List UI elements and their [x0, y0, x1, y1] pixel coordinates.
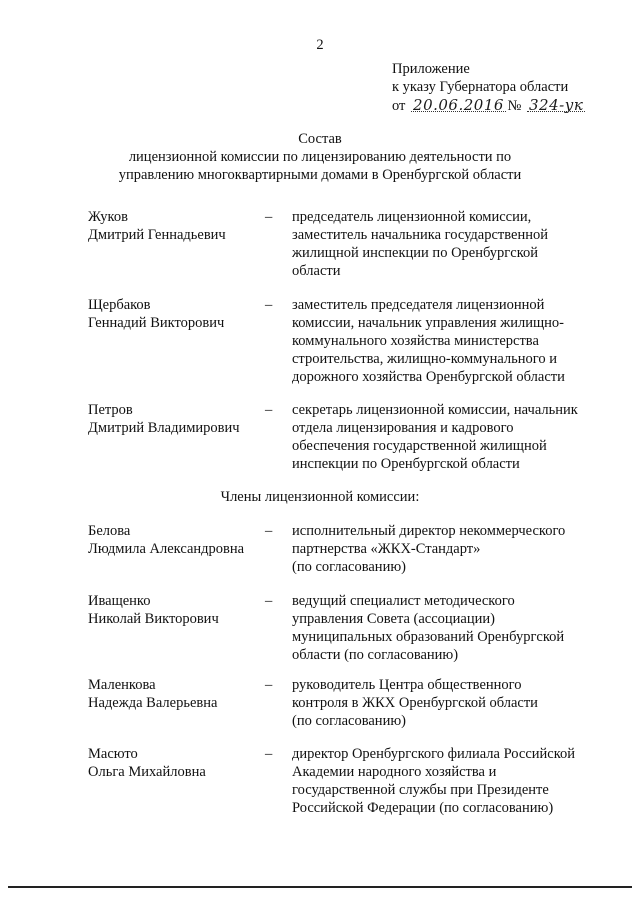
- dash-separator: –: [265, 593, 273, 609]
- person-name: [88, 522, 258, 558]
- position-line: комиссии, начальник управления жилищно-: [292, 315, 564, 331]
- person-surname: Петров: [88, 402, 133, 418]
- position-line: управления Совета (ассоциации): [292, 611, 495, 627]
- position-line: отдела лицензирования и кадрового: [292, 420, 514, 436]
- date-prefix: от: [392, 98, 406, 114]
- person-name: [88, 745, 258, 781]
- person-position: [292, 592, 592, 664]
- person-given-name: Дмитрий Владимирович: [88, 420, 240, 436]
- person-given-name: Николай Викторович: [88, 611, 219, 627]
- position-line: (по согласованию): [292, 713, 406, 729]
- handwritten-date: 20.06.2016: [413, 96, 504, 114]
- person-position: [292, 676, 592, 730]
- position-line: муниципальных образований Оренбургской: [292, 629, 565, 645]
- person-given-name: Геннадий Викторович: [88, 315, 225, 331]
- position-line: (по согласованию): [292, 559, 406, 575]
- position-line: Академии народного хозяйства и: [292, 764, 497, 780]
- title-line-3: управлению многоквартирными домами в Оренбургской области: [118, 167, 522, 183]
- person-name: [88, 676, 258, 712]
- position-line: председатель лицензионной комиссии,: [292, 209, 532, 225]
- dash-separator: –: [265, 677, 273, 693]
- position-line: обеспечения государственной жилищной: [292, 438, 547, 454]
- person-position: [292, 522, 592, 576]
- person-position: [292, 296, 592, 386]
- person-name: [88, 592, 258, 628]
- appendix-title: Приложение: [392, 61, 470, 77]
- person-given-name: Людмила Александровна: [88, 541, 245, 557]
- person-surname: Масюто: [88, 746, 138, 762]
- position-line: строительства, жилищно-коммунального и: [292, 351, 558, 367]
- position-line: области (по согласованию): [292, 647, 459, 663]
- person-surname: Маленкова: [88, 677, 156, 693]
- appendix-reference: к указу Губернатора области: [392, 79, 569, 95]
- members-heading: Члены лицензионной комиссии:: [220, 489, 420, 505]
- dash-separator: –: [265, 746, 273, 762]
- position-line: коммунального хозяйства министерства: [292, 333, 539, 349]
- person-name: [88, 208, 258, 244]
- position-line: исполнительный директор некоммерческого: [292, 523, 566, 539]
- position-line: дорожного хозяйства Оренбургской области: [292, 369, 565, 385]
- position-line: области: [292, 263, 341, 279]
- document-title: [0, 130, 640, 184]
- dash-separator: –: [265, 402, 273, 418]
- position-line: руководитель Центра общественного: [292, 677, 522, 693]
- title-line-1: Состав: [298, 131, 342, 147]
- person-surname: Иващенко: [88, 593, 151, 609]
- position-line: Российской Федерации (по согласованию): [292, 800, 554, 816]
- person-position: [292, 401, 592, 473]
- person-surname: Белова: [88, 523, 131, 539]
- page-bottom-border: [8, 886, 632, 888]
- person-name: [88, 296, 258, 332]
- position-line: государственной службы при Президенте: [292, 782, 549, 798]
- person-given-name: Дмитрий Геннадьевич: [88, 227, 226, 243]
- appendix-date-number: [392, 96, 622, 115]
- person-surname: Жуков: [88, 209, 128, 225]
- person-given-name: Ольга Михайловна: [88, 764, 206, 780]
- position-line: директор Оренбургского филиала Российской: [292, 746, 576, 762]
- person-surname: Щербаков: [88, 297, 151, 313]
- person-position: [292, 745, 592, 817]
- person-given-name: Надежда Валерьевна: [88, 695, 218, 711]
- dash-separator: –: [265, 297, 273, 313]
- handwritten-number: 324-ук: [529, 96, 584, 114]
- appendix-header: [392, 60, 622, 115]
- page-number: 2: [316, 37, 324, 53]
- position-line: партнерства «ЖКХ-Стандарт»: [292, 541, 481, 557]
- person-name: [88, 401, 258, 437]
- position-line: заместитель председателя лицензионной: [292, 297, 545, 313]
- person-position: [292, 208, 592, 280]
- position-line: инспекции по Оренбургской области: [292, 456, 520, 472]
- dash-separator: –: [265, 209, 273, 225]
- dash-separator: –: [265, 523, 273, 539]
- position-line: контроля в ЖКХ Оренбургской области: [292, 695, 538, 711]
- position-line: ведущий специалист методического: [292, 593, 515, 609]
- title-line-2: лицензионной комиссии по лицензированию деятельности по: [128, 149, 512, 165]
- number-prefix: №: [507, 98, 522, 114]
- position-line: секретарь лицензионной комиссии, начальник: [292, 402, 578, 418]
- position-line: жилищной инспекции по Оренбургской: [292, 245, 539, 261]
- position-line: заместитель начальника государственной: [292, 227, 548, 243]
